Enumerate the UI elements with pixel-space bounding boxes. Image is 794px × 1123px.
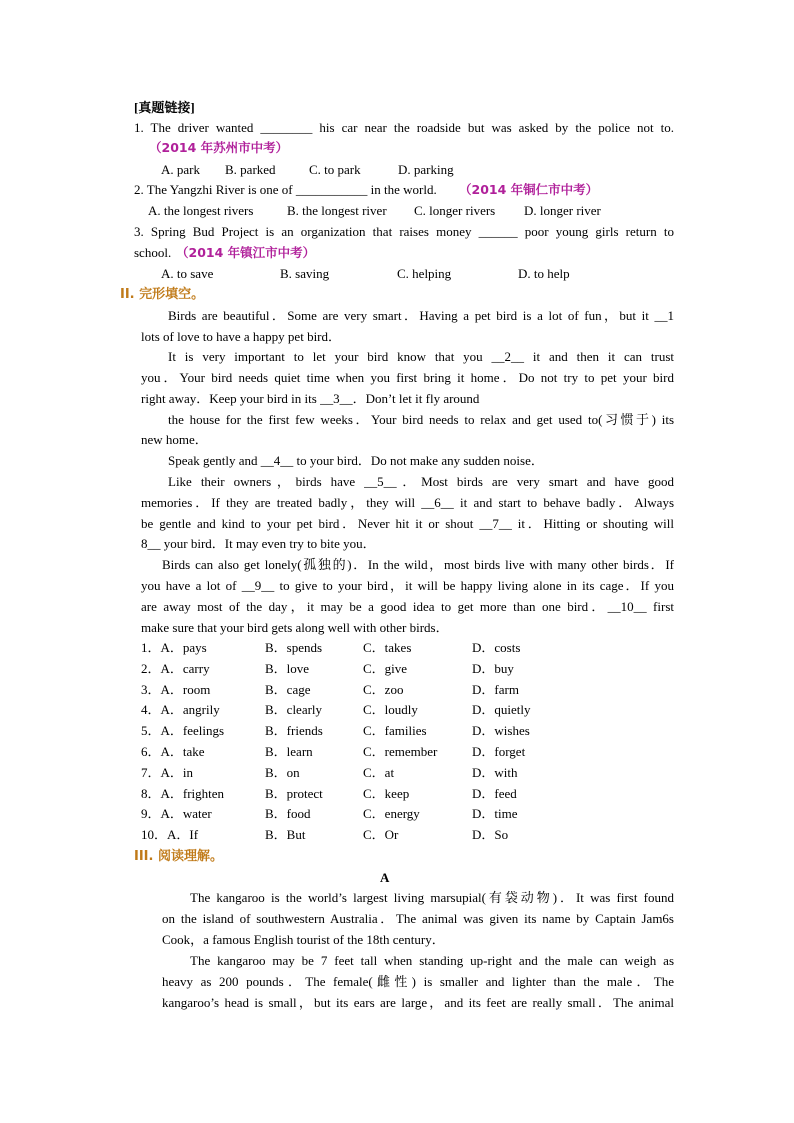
cloze-option: B．on [265,765,300,780]
cloze-line: the house for the first few weeks．Your bird needs to relax and get used to(习惯于) its [168,412,674,427]
cloze-option: B．But [265,827,306,842]
cloze-line: Like their owners，birds have __5__．Most birds are very smart and have good [168,474,674,489]
cloze-option: D．buy [472,661,514,676]
cloze-line: lots of love to have a happy pet bird． [141,329,342,344]
cloze-option: 1．A．pays [141,640,207,655]
passage-a-line: kangaroo’s head is small，but its ears are large，and its feet are really small．The animal [162,995,674,1010]
cloze-option: D．wishes [472,723,530,738]
cloze-line: you．Your bird needs quiet time when you first bring it home．Do not try to pet your bird [141,370,674,385]
passage-a-line: The kangaroo is the world’s largest living marsupial(有袋动物)．It was first found [190,890,674,905]
cloze-line: Speak gently and __4__ to your bird．Do not make any sudden noise． [168,453,544,468]
cloze-option: C．at [363,765,395,780]
cloze-option: B．food [265,806,311,821]
question-1-option-d: D. parking [398,162,454,177]
question-1-option-b: B. parked [225,162,276,177]
question-1-text: 1. The driver wanted ________ his car near the roadside but was asked by the police not to. [134,120,674,135]
question-2-option-d: D. longer river [524,203,601,218]
cloze-option: C．remember [363,744,438,759]
cloze-option: C．takes [363,640,412,655]
question-1-option-a: A. park [161,162,200,177]
cloze-option: B．spends [265,640,323,655]
cloze-option: D．forget [472,744,526,759]
question-3-text-cont: school. [134,245,172,260]
cloze-option: B．learn [265,744,313,759]
question-3-option-c: C. helping [397,266,452,281]
cloze-line: make sure that your bird gets along well with other birds． [141,620,449,635]
cloze-option: D．quietly [472,702,531,717]
cloze-option: 8．A．frighten [141,786,225,801]
cloze-option: C．keep [363,786,410,801]
cloze-line: new home． [141,432,208,447]
cloze-option: 2．A．carry [141,661,210,676]
cloze-option: C．zoo [363,682,404,697]
passage-a-line: Cook，a famous English tourist of the 18th century． [162,932,445,947]
section-2-title: II. 完形填空。 [120,287,205,302]
cloze-line: you have a lot of __9__ to give to your bird，it will be happy living alone in its cage．If you [141,578,674,593]
cloze-option: 3．A．room [141,682,211,697]
cloze-option: 4．A．angrily [141,702,220,717]
cloze-option: C．families [363,723,427,738]
cloze-option: B．cage [265,682,311,697]
question-3-text: 3. Spring Bud Project is an organization that raises money ______ poor young girls return to [134,224,674,239]
section-3-title: III. 阅读理解。 [134,849,223,864]
cloze-option: D．costs [472,640,521,655]
question-1-option-c: C. to park [309,162,361,177]
cloze-line: Birds can also get lonely(孤独的)．In the wild，most birds live with many other birds．If [162,557,674,572]
cloze-option: C．Or [363,827,399,842]
cloze-option: 5．A．feelings [141,723,225,738]
cloze-option: D．farm [472,682,519,697]
cloze-option: D．time [472,806,518,821]
question-1-source: （2014 年苏州市中考） [149,140,289,155]
cloze-line: memories．If they are treated badly，they will __6__ it and start to behave badly．Always [141,495,674,510]
passage-a-label: A [380,870,390,885]
question-2-source: （2014 年铜仁市中考） [459,182,599,197]
cloze-line: be gentle and kind to your pet bird．Never hit it or shout __7__ it．Hitting or shouting will [141,516,674,531]
passage-a-line: on the island of southwestern Australia．The animal was given its name by Captain Jam6s [162,911,674,926]
question-3-option-d: D. to help [518,266,570,281]
question-2-text: 2. The Yangzhi River is one of ___________ in the world. [134,182,437,197]
cloze-option: 10．A．If [141,827,199,842]
cloze-option: D．feed [472,786,517,801]
cloze-option: C．loudly [363,702,418,717]
cloze-option: 9．A．water [141,806,212,821]
question-2-option-b: B. the longest river [287,203,387,218]
question-2-option-a: A. the longest rivers [148,203,254,218]
cloze-line: It is very important to let your bird know that you __2__ it and then it can trust [168,349,674,364]
cloze-option: B．friends [265,723,323,738]
cloze-option: B．love [265,661,310,676]
cloze-option: B．clearly [265,702,323,717]
cloze-option: 7．A．in [141,765,194,780]
cloze-line: right away．Keep your bird in its __3__．Don’t let it fly around [141,391,480,406]
link-header: [真题链接] [134,100,195,115]
question-3-option-a: A. to save [161,266,214,281]
question-3-option-b: B. saving [280,266,330,281]
cloze-line: Birds are beautiful．Some are very smart．Having a pet bird is a lot of fun，but it __1 [168,308,674,323]
passage-a-line: The kangaroo may be 7 feet tall when standing up-right and the male can weigh as [190,953,674,968]
question-2-option-c: C. longer rivers [414,203,496,218]
cloze-line: 8__ your bird．It may even try to bite you． [141,536,376,551]
cloze-option: 6．A．take [141,744,205,759]
cloze-option: D．So [472,827,509,842]
passage-a-line: heavy as 200 pounds．The female(雌性) is smaller and lighter than the male．The [162,974,674,989]
question-3-source: （2014 年镇江市中考） [176,245,316,260]
cloze-option: C．give [363,661,408,676]
cloze-option: B．protect [265,786,323,801]
cloze-line: are away most of the day，it may be a good idea to get more than one bird．__10__ first [141,599,674,614]
cloze-option: D．with [472,765,518,780]
cloze-option: C．energy [363,806,420,821]
